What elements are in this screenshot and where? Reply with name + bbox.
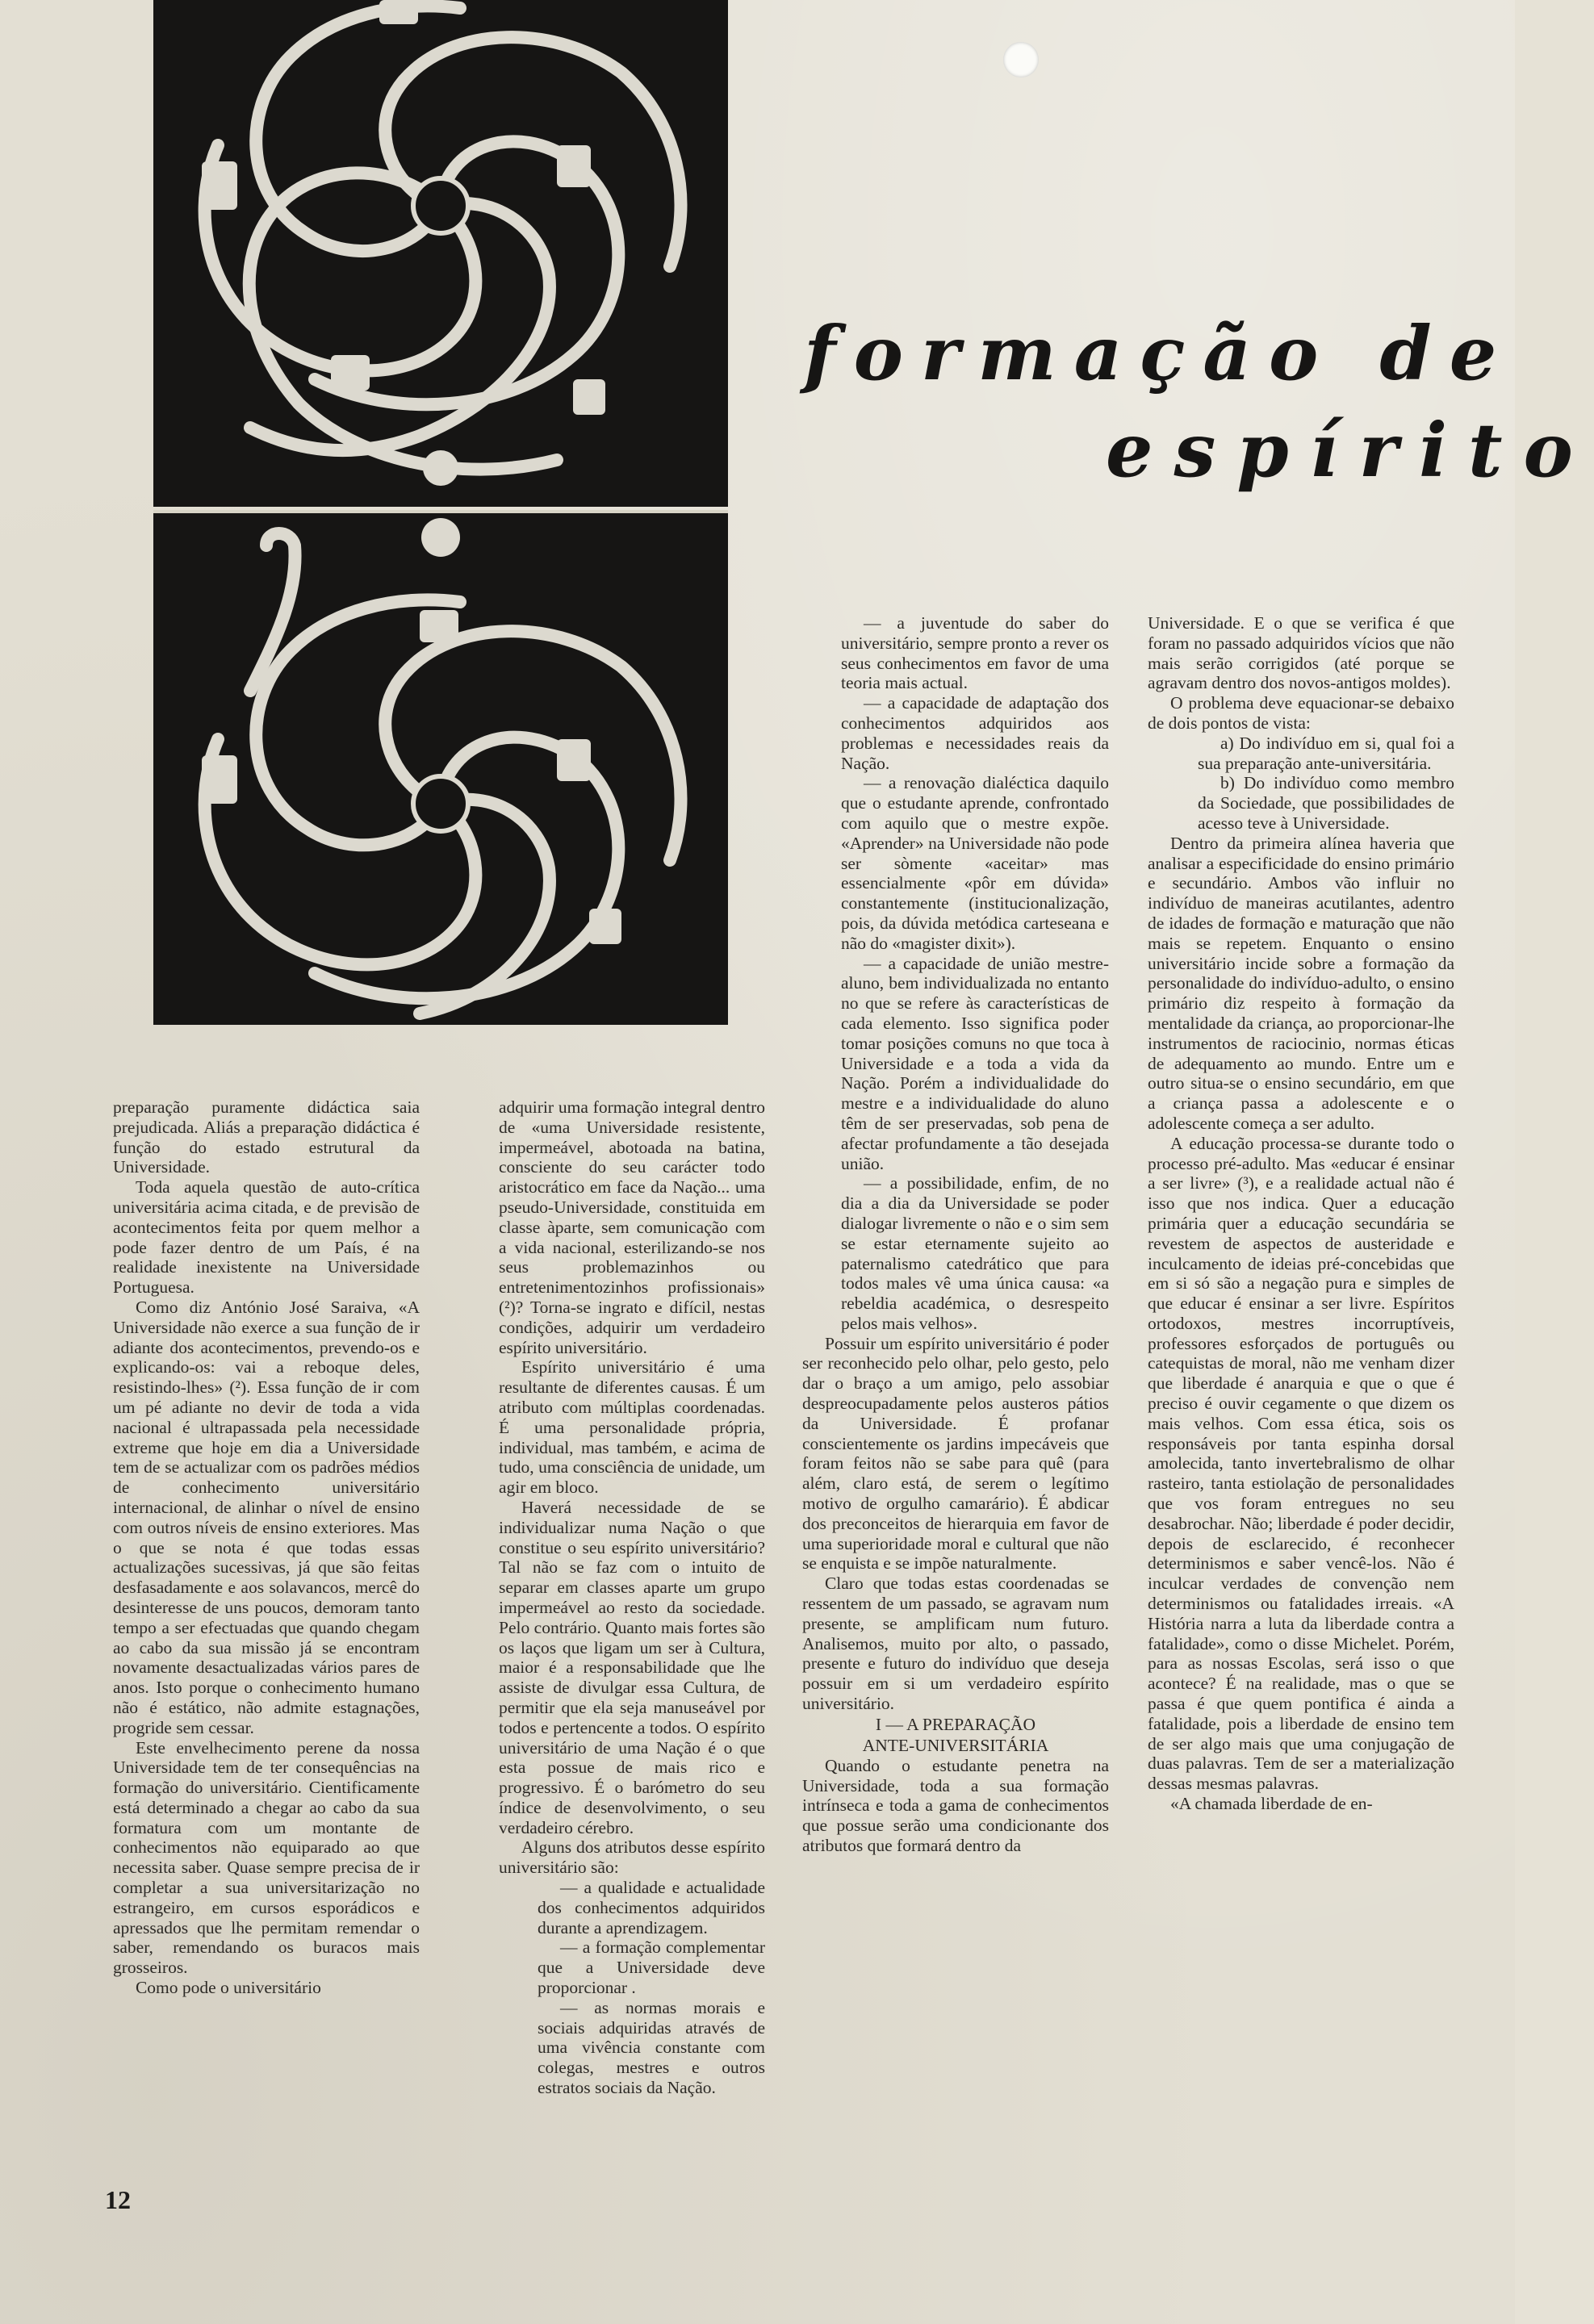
col3-list-item: — a renovação dialéctica daquilo que o estudante aprende, confrontado com aquilo que o mestre expõe. «Aprender» na Universidade não pode ser sòmente «aceitar» mas essencialmente «pôr em dúvida» constantemente (institucionalização, pois, da dúvida metódica carteseana e não do «magister dixit»). bbox=[841, 773, 1109, 953]
col1-paragraph: preparação puramente didáctica saia prejudicada. Aliás a preparação didáctica é função do estado estrutural da Universidade. bbox=[113, 1097, 420, 1177]
column-2 bbox=[499, 1097, 765, 2098]
title-line-1: formação de bbox=[804, 310, 1515, 397]
col4-paragraph: Dentro da primeira alínea haveria que analisar a especificidade do ensino primário e secundário. Ambos vão influir no indivíduo de maneiras acutilantes, adentro de idades de formação e maturação que não mais se repetem. Enquanto o ensino universitário incide sobre a formação da personalidade do indivíduo-adulto, o ensino primário diz respeito à formação da mentalidade da criança, ao proporcionar-lhe instrumentos de raciocinio, normas éticas de adequamento ao mundo. Entre um e outro situa-se o ensino secundário, em que a criança passa a adolescente e o adolescente começa a ser adulto. bbox=[1148, 833, 1454, 1133]
col4-paragraph: Universidade. E o que se verifica é que foram no passado adquiridos vícios que não mais serão corrigidos (até porque se agravam dentro dos novos-antigos moldes). bbox=[1148, 613, 1454, 693]
col1-paragraph: Como pode o universitário bbox=[135, 1978, 321, 1998]
section-heading-line-1: I — A PREPARAÇÃO bbox=[875, 1714, 1036, 1734]
col2-list-item: — a formação complementar que a Universidade deve proporcionar . bbox=[538, 1937, 765, 1998]
col4-paragraph: «A chamada liberdade de en- bbox=[1169, 1794, 1373, 1814]
title-line-2: espírito bbox=[1106, 407, 1594, 494]
col4-paragraph: A educação processa-se durante todo o processo pré-adulto. Mas «educar é ensinar a ser livre» (³), e a realidade actual não é isso que nos indica. Quer a educação primária quer a educação secundária se revestem de aspectos de austeridade e inculcamento de ideias pré-concebidas que em si só são a negação pura e simples de que educar é ensinar a ser livre. Espíritos ortodoxos, mestres incorruptíveis, professores esforçados de português ou catequistas de moral, não me venham dizer que liberdade é anarquia e que o que é preciso é ouvir cegamente o que dizem os mais velhos. Com essa ética, sois os responsáveis por tanta espinha dorsal amolecida, tanto invertebralismo de olhar rasteiro, tanta estiolação de personalidades que vos foram entregues no seu desabrochar. Não; liberdade é poder decidir, depois de esclarecido, é reconhecer determinismos e saber vencê-los. Não é inculcar verdades de convenção nem determinismos ou fatalidades irreais. «A História narra a luta da liberdade contra a fatalidade», como o disse Michelet. Porém, para as nossas Escolas, será isso o que acontece? É na realidade, mas o que se passa é que quem pontifica é ainda a fatalidade, pois a liberdade de ensino tem de ser algo mais que uma conjugação de duas palavras. Tem de ser a materialização dessas mesmas palavras. bbox=[1148, 1133, 1454, 1794]
col3-paragraph: Possuir um espírito universitário é poder ser reconhecido pelo olhar, pelo gesto, pelo dar o braço a um amigo, pelo assobiar despreocupadamente pelos austeros pátios da Universidade. É profanar conscientemente os jardins impecáveis que foram feitos não se sabe para quê (para além, claro está, de serem o legítimo motivo de orgulho camarário). É abdicar dos preconceitos de hierarquia em favor de uma superioridade moral e cultural que não se enquista e se impõe naturalmente. bbox=[802, 1333, 1109, 1574]
col1-paragraph: Toda aquela questão de auto-crítica universitária acima citada, e de previsão de acontecimentos feita por quem melhor a pode fazer dentro de um País, é na realidade inexistente na Universidade Portuguesa. bbox=[113, 1177, 420, 1298]
col4-paragraph: O problema deve equacionar-se debaixo de dois pontos de vista: bbox=[1148, 693, 1454, 733]
col2-list-item: — a qualidade e actualidade dos conhecimentos adquiridos durante a aprendizagem. bbox=[538, 1878, 765, 1937]
col3-list-item: — a capacidade de união mestre-aluno, bem individualizada no entanto no que se refere às características de cada elemento. Isso significa poder tomar posições comuns no que toca à Universidade e a toda a vida da Nação. Porém a individualidade do mestre e a individualidade do aluno têm de ser preservadas, sob pena de afectar profundamente a tão desejada união. bbox=[841, 953, 1109, 1173]
spiral-graphic-top bbox=[153, 0, 728, 507]
col1-paragraph: Como diz António José Saraiva, «A Universidade não exerce a sua função de ir adiante dos acontecimentos, prevendo-os e explicando-os: vai a reboque deles, resistindo-lhes» (²). Essa função de ir com um pé adiante no devir de toda a vida nacional é ultrapassada pela necessidade extreme que hoje em dia a Universidade tem de se actualizar com os padrões médios de conhecimento universitário internacional, de alinhar o nível de ensino com outros níveis de ensino exteriores. Mas o que se nota é que todas essas actualizações sucessivas, já que são feitas desfasadamente e aos solavancos, mercê do desinteresse de uns poucos, demoram tanto tempo a ser efectuadas que quando chegam ao cabo da sua missão já se encontram novamente desactualizadas vários pares de anos. Isto porque o conhecimento humano não é estático, não admite estagnações, progride sem cessar. bbox=[113, 1297, 420, 1737]
column-3 bbox=[802, 613, 1109, 1856]
col4-sub-item-b: b) Do indivíduo como membro da Sociedade, que possibilidades de acesso teve à Universidade. bbox=[1198, 773, 1454, 833]
section-heading bbox=[802, 1714, 1109, 1756]
col3-paragraph: Quando o estudante penetra na Universidade, toda a sua formação intrínseca e toda a gama de conhecimentos que possue serão uma condicionante dos atributos que formará dentro da bbox=[802, 1755, 1109, 1856]
col2-paragraph: Haverá necessidade de se individualizar numa Nação o que constitue o seu espírito universitário? Tal não se faz com o intuito de separar em classes aparte um grupo impermeável ao resto da sociedade. Pelo contrário. Quanto mais fortes são os laços que ligam um ser à Cultura, maior é a responsabilidade que lhe assiste de divulgar essa Cultura, de permitir que ela seja manuseável por todos e pertencente a todos. O espírito universitário de uma Nação é o que esta possue de mais rico e progressivo. É o barómetro do seu índice de desenvolvimento, o seu verdadeiro cérebro. bbox=[499, 1497, 765, 1837]
col3-list-item: — a possibilidade, enfim, de no dia a dia da Universidade se poder dialogar livremente o não e o sim sem se estar eternamente sujeito ao paternalismo catedrático que para todos males vê uma única causa: «a rebeldia académica, o desrespeito pelos mais velhos». bbox=[841, 1173, 1109, 1333]
spiral-illustration-top bbox=[153, 0, 728, 507]
col4-sub-item-a: a) Do indivíduo em si, qual foi a sua preparação ante-universitária. bbox=[1198, 733, 1454, 773]
column-1 bbox=[113, 1097, 420, 1998]
col1-paragraph: Este envelhecimento perene da nossa Universidade tem de ter consequências na formação do universitário. Cientificamente está determinado a chegar ao cabo da sua formatura com um montante de conhecimentos não equiparado ao que necessita saber. Quase sempre precisa de ir completar a sua universitarização no estrangeiro, em cursos esporádicos e apressados que lhe permitam remendar o saber, remendando os buracos mais grosseiros. bbox=[113, 1737, 420, 1978]
page-number: 12 bbox=[105, 2185, 131, 2214]
col3-list-item: — a capacidade de adaptação dos conhecimentos adquiridos aos problemas e necessidades reais da Nação. bbox=[841, 693, 1109, 773]
col3-paragraph: Claro que todas estas coordenadas se ressentem de um passado, se agravam num presente, se amplificam num futuro. Analisemos, muito por alto, o passado, presente e futuro do indivíduo que deseja possuir em si um verdadeiro espírito universitário. bbox=[802, 1574, 1109, 1714]
col3-list-item: — a juventude do saber do universitário, sempre pronto a rever os seus conhecimentos em favor de uma teoria mais actual. bbox=[841, 613, 1109, 693]
spiral-graphic-bottom bbox=[153, 513, 728, 1025]
col2-paragraph: Alguns dos atributos desse espírito universitário são: bbox=[499, 1837, 765, 1878]
section-heading-line-2: ANTE-UNIVERSITÁRIA bbox=[862, 1735, 1049, 1755]
col2-list-item: — as normas morais e sociais adquiridas através de uma vivência constante com colegas, mestres e outros estratos sociais da Nação. bbox=[538, 1997, 765, 2098]
col2-paragraph: adquirir uma formação integral dentro de «uma Universidade resistente, impermeável, abotoada na batina, consciente do seu carácter todo aristocrático em face da Nação... uma pseudo-Universidade, constituida em classe àparte, sem comunicação com a vida nacional, esterilizando-se nos seus problemazinhos ou entretenimentozinhos profissionais» (²)? Torna-se ingrato e difícil, nestas condições, adquirir um verdadeiro espírito universitário. bbox=[499, 1097, 765, 1357]
punch-hole-right bbox=[1003, 42, 1039, 77]
column-4 bbox=[1148, 613, 1454, 1814]
col2-paragraph: Espírito universitário é uma resultante de diferentes causas. É um atributo com múltiplas coordenadas. É uma personalidade própria, individual, mas também, e acima de tudo, uma consciência de unidade, um agir em bloco. bbox=[499, 1357, 765, 1498]
spiral-illustration-bottom bbox=[153, 513, 728, 1025]
